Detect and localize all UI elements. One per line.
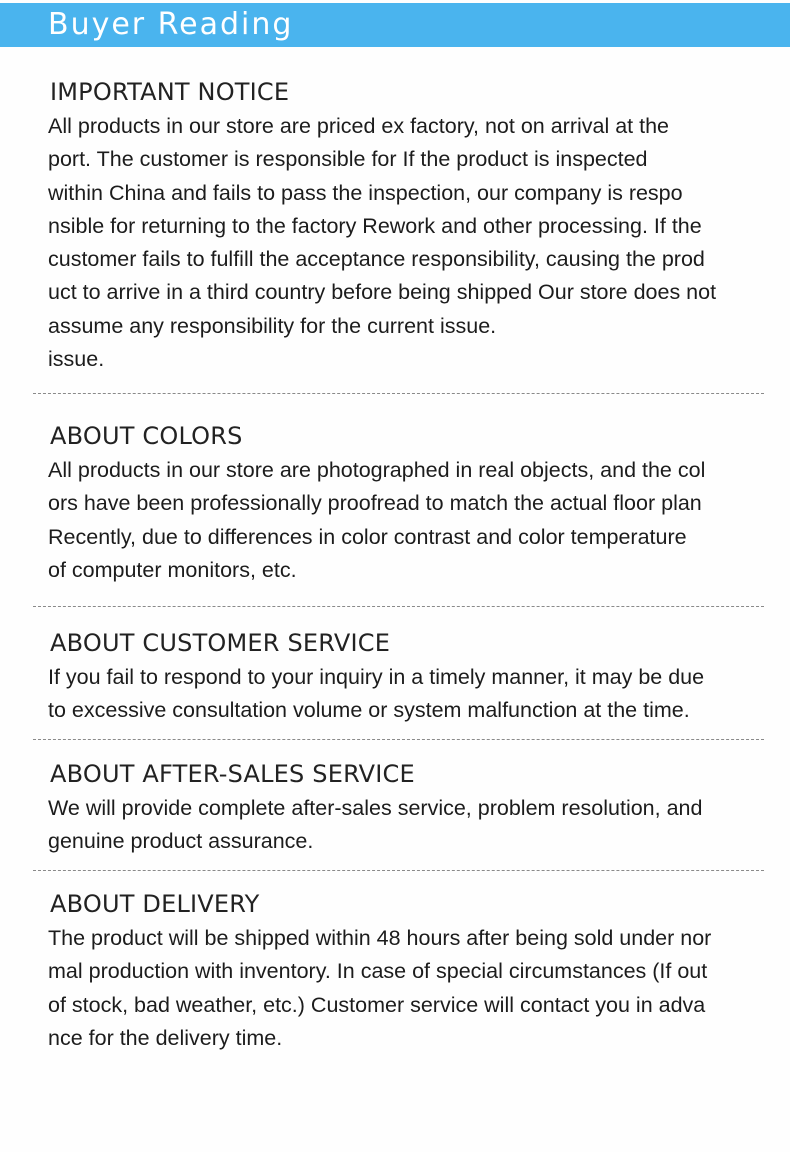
dashed-divider: [33, 870, 764, 871]
section-heading: ABOUT AFTER-SALES SERVICE: [50, 760, 415, 788]
text-line: port. The customer is responsible for If the product is inspected: [48, 147, 648, 172]
text-line: All products in our store are photographed in real objects, and the col: [48, 458, 706, 482]
text-line: within China and fails to pass the inspection, our company is respo: [48, 180, 683, 205]
section-heading: IMPORTANT NOTICE: [50, 78, 290, 106]
text-line: to excessive consultation volume or system malfunction at the time.: [48, 698, 690, 723]
text-line: All products in our store are priced ex factory, not on arrival at the: [48, 114, 670, 138]
section-about-customer-service: [48, 628, 768, 728]
text-line: assume any responsibility for the current issue.: [48, 313, 497, 338]
section-about-after-sales-service: [48, 759, 768, 859]
section-important-notice: [48, 77, 768, 376]
text-line: of stock, bad weather, etc.) Customer service will contact you in adva: [48, 992, 706, 1017]
text-line: ors have been professionally proofread to match the actual floor plan: [48, 491, 702, 516]
text-line: The product will be shipped within 48 hours after being sold under nor: [48, 926, 712, 950]
section-heading: ABOUT CUSTOMER SERVICE: [50, 629, 391, 657]
text-line: We will provide complete after-sales service, problem resolution, and: [48, 796, 703, 820]
text-line: uct to arrive in a third country before being shipped Our store does not: [48, 280, 717, 305]
section-about-colors: [48, 421, 768, 587]
text-line: mal production with inventory. In case of special circumstances (If out: [48, 959, 708, 984]
banner-title: Buyer Reading: [48, 7, 294, 42]
dashed-divider: [33, 606, 764, 607]
text-line: Recently, due to differences in color contrast and color temperature: [48, 524, 687, 549]
text-line: nce for the delivery time.: [48, 1025, 283, 1050]
title-banner: [0, 3, 790, 47]
text-line: nsible for returning to the factory Rework and other processing. If the: [48, 213, 702, 238]
section-heading: ABOUT COLORS: [50, 422, 243, 450]
section-heading: ABOUT DELIVERY: [50, 890, 260, 918]
text-line: If you fail to respond to your inquiry in a timely manner, it may be due: [48, 665, 705, 689]
dashed-divider: [33, 739, 764, 740]
text-line: genuine product assurance.: [48, 829, 314, 854]
text-line: customer fails to fulfill the acceptance responsibility, causing the prod: [48, 247, 705, 272]
text-line: of computer monitors, etc.: [48, 557, 297, 582]
dashed-divider: [33, 393, 764, 394]
section-about-delivery: [48, 889, 768, 1055]
text-line: issue.: [48, 347, 105, 372]
